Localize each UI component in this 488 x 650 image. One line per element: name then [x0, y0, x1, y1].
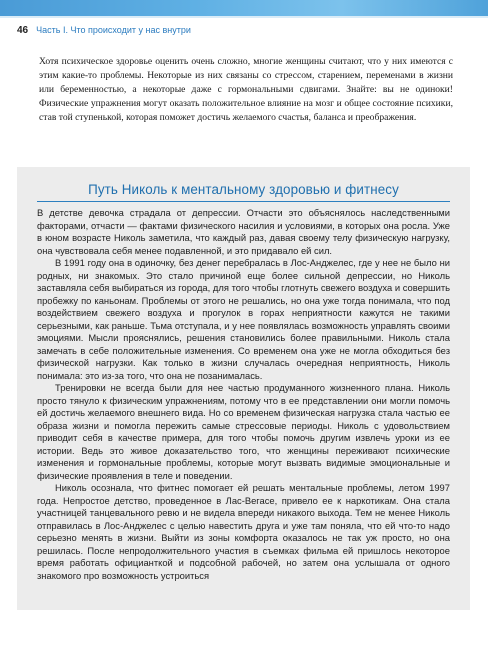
- sidebar-paragraph-4: Николь осознала, что фитнес помогает ей решать ментальные проблемы, летом 1997 года. Непростое детство, проведенное в Лас-Вегасе, привело ее к наркотикам. Она стала участницей танцевального ревю и не видела впереди никакого выхода. Тем не менее Николь отправилась в Лос-Анджелес с целью навестить друга и уже там поняла, что ей что-то надо серьезно менять в жизни. Выйти из зоны комфорта оказалось не так уж просто, но она решилась. После непродолжительного участия в съемках фильма ей пришлось некоторое время работать официанткой и подсобной рабочей, но затем она услышала от одного знакомого про возможность устроиться: [37, 482, 450, 581]
- running-head: [17, 25, 191, 39]
- sidebar-box: [17, 167, 470, 610]
- sidebar-paragraph-2: В 1991 году она в одиночку, без денег перебралась в Лос-Анджелес, где у нее не было ни родных, ни знакомых. Это стало причиной еще более сильной депрессии, но Николь заставляла себя выбираться из города, для того чтобы глотнуть свежего воздуха и совершить пробежку по каньонам. Проблемы от этого не решались, но она уже тогда понимала, что под воздействием свежего воздуха и прогулок в горах неприятности кажутся не такими серьезными, как раньше. Тьма отступала, и у нее появлялась возможность управлять своими эмоциями. Мысли прояснялись, решения становились более правильными. Николь стала замечать в себе положительные изменения. Со временем она уже не могла обходиться без физической нагрузки. Как только в жизни случалась очередная неприятность, Николь понимала: это из-за того, что она не позанималась.: [37, 257, 450, 381]
- top-color-band: [0, 0, 488, 18]
- sidebar-title: Путь Николь к ментальному здоровью и фитнесу: [88, 182, 399, 197]
- sidebar-body: [37, 207, 450, 582]
- intro-paragraph: Хотя психическое здоровье оценить очень сложно, многие женщины считают, что у них имеются с этим какие-то проблемы. Некоторые из них связаны со стрессом, старением, переменами в жизни или беременностью, а некоторые даже с гормональными сдвигами. Знайте: вы не одиноки! Физические упражнения могут оказать положительное влияние на мозг и общее состояние психики, став той ступенькой, которая поможет достичь желаемого счастья, баланса и преображения.: [39, 56, 453, 123]
- page-number: 46: [17, 25, 29, 36]
- section-label: Часть I. Что происходит у нас внутри: [36, 25, 191, 35]
- sidebar-title-rule: [37, 201, 450, 202]
- sidebar-paragraph-3: Тренировки не всегда были для нее частью продуманного жизненного плана. Николь просто тянуло к физическим упражнениям, потому что в ее представлении они могли помочь ей достичь желаемого внешнего вида. Но со временем физическая нагрузка стала частью ее образа жизни и помогла пережить самые стрессовые периоды. Николь с удовольствием приводит себя в качестве примера, для того чтобы помочь другим извлечь уроки из ее истории. Ведь это живое доказательство того, что женщины переживают психические изменения и гормональные проблемы, которые могут вызвать видимые эмоциональные и физические проявления в теле и поведении.: [37, 382, 450, 481]
- sidebar-paragraph-1: В детстве девочка страдала от депрессии. Отчасти это объяснялось наследственными факторами, отчасти — фактами физического насилия и условиями, в которых она росла. Уже в юном возрасте Николь заметила, что каждый раз, давая своему телу физическую нагрузку, она чувствовала себя менее подавленной, и это придавало ей сил.: [37, 207, 450, 256]
